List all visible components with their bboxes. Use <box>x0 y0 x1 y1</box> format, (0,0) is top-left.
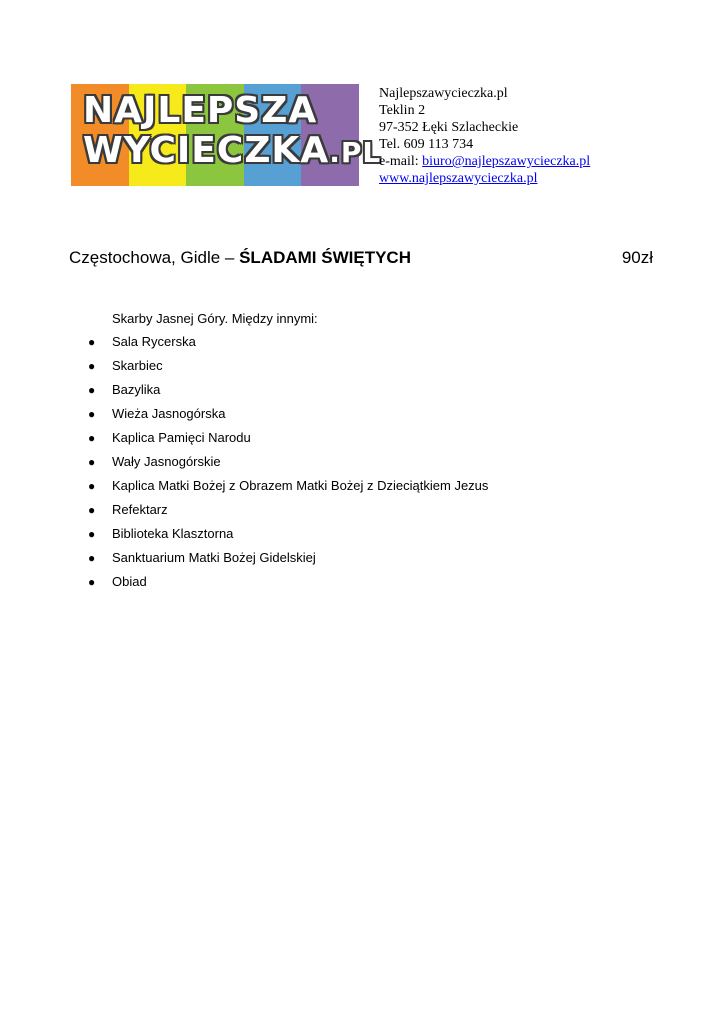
bullet-icon: ● <box>88 359 96 373</box>
list-item <box>88 332 488 356</box>
list-item <box>88 380 488 404</box>
list-item-label: Wały Jasnogórskie <box>112 454 221 469</box>
company-logo <box>71 84 382 186</box>
logo-line2 <box>83 130 381 171</box>
list-item <box>88 404 488 428</box>
trip-name: ŚLADAMI ŚWIĘTYCH <box>239 248 411 267</box>
bullet-icon: ● <box>88 407 96 421</box>
email-label: e-mail: <box>379 154 423 169</box>
list-item-label: Kaplica Pamięci Narodu <box>112 430 251 445</box>
trip-location: Częstochowa, Gidle – <box>69 248 240 267</box>
website-link[interactable]: www.najlepszawycieczka.pl <box>379 171 538 186</box>
list-item <box>88 572 488 596</box>
bullet-icon: ● <box>88 455 96 469</box>
logo-wordmark <box>71 84 382 186</box>
list-item-label: Skarbiec <box>112 358 163 373</box>
list-item <box>88 548 488 572</box>
company-name: Najlepszawycieczka.pl <box>379 86 508 101</box>
trip-price: 90zł <box>621 248 653 267</box>
trip-title <box>69 248 411 268</box>
list-item-label: Biblioteka Klasztorna <box>112 526 234 541</box>
list-item <box>88 356 488 380</box>
bullet-icon: ● <box>88 431 96 445</box>
email-row <box>379 153 590 170</box>
city-address: 97-352 Łęki Szlacheckie <box>379 120 519 135</box>
list-item <box>88 452 488 476</box>
list-item-label: Obiad <box>112 574 147 589</box>
list-item-label: Bazylika <box>112 382 161 397</box>
website-row <box>379 170 590 187</box>
bullet-icon: ● <box>88 335 96 349</box>
list-item-label: Sanktuarium Matki Bożej Gidelskiej <box>112 550 316 565</box>
trip-title-row <box>69 248 653 268</box>
intro-text: Skarby Jasnej Góry. Między innymi: <box>112 311 318 326</box>
logo-line2-text: WYCIECZKA <box>83 130 330 171</box>
logo-line2-suffix: .PL <box>329 136 382 169</box>
bullet-icon: ● <box>88 383 96 397</box>
email-link[interactable]: biuro@najlepszawycieczka.pl <box>422 154 591 169</box>
bullet-icon: ● <box>88 575 96 589</box>
bullet-icon: ● <box>88 503 96 517</box>
list-item-label: Sala Rycerska <box>112 334 196 349</box>
contact-block <box>379 85 590 187</box>
attractions-list <box>88 332 488 596</box>
list-item-label: Refektarz <box>112 502 168 517</box>
logo-line1: NAJLEPSZA <box>83 90 318 131</box>
bullet-icon: ● <box>88 527 96 541</box>
list-item <box>88 476 488 500</box>
street-address: Teklin 2 <box>379 103 426 118</box>
list-item-label: Kaplica Matki Bożej z Obrazem Matki Bożej z Dzieciątkiem Jezus <box>112 478 489 493</box>
bullet-icon: ● <box>88 479 96 493</box>
list-item <box>88 524 488 548</box>
list-item <box>88 500 488 524</box>
bullet-icon: ● <box>88 551 96 565</box>
list-item-label: Wieża Jasnogórska <box>112 406 226 421</box>
list-item <box>88 428 488 452</box>
phone-number: Tel. 609 113 734 <box>379 137 474 152</box>
